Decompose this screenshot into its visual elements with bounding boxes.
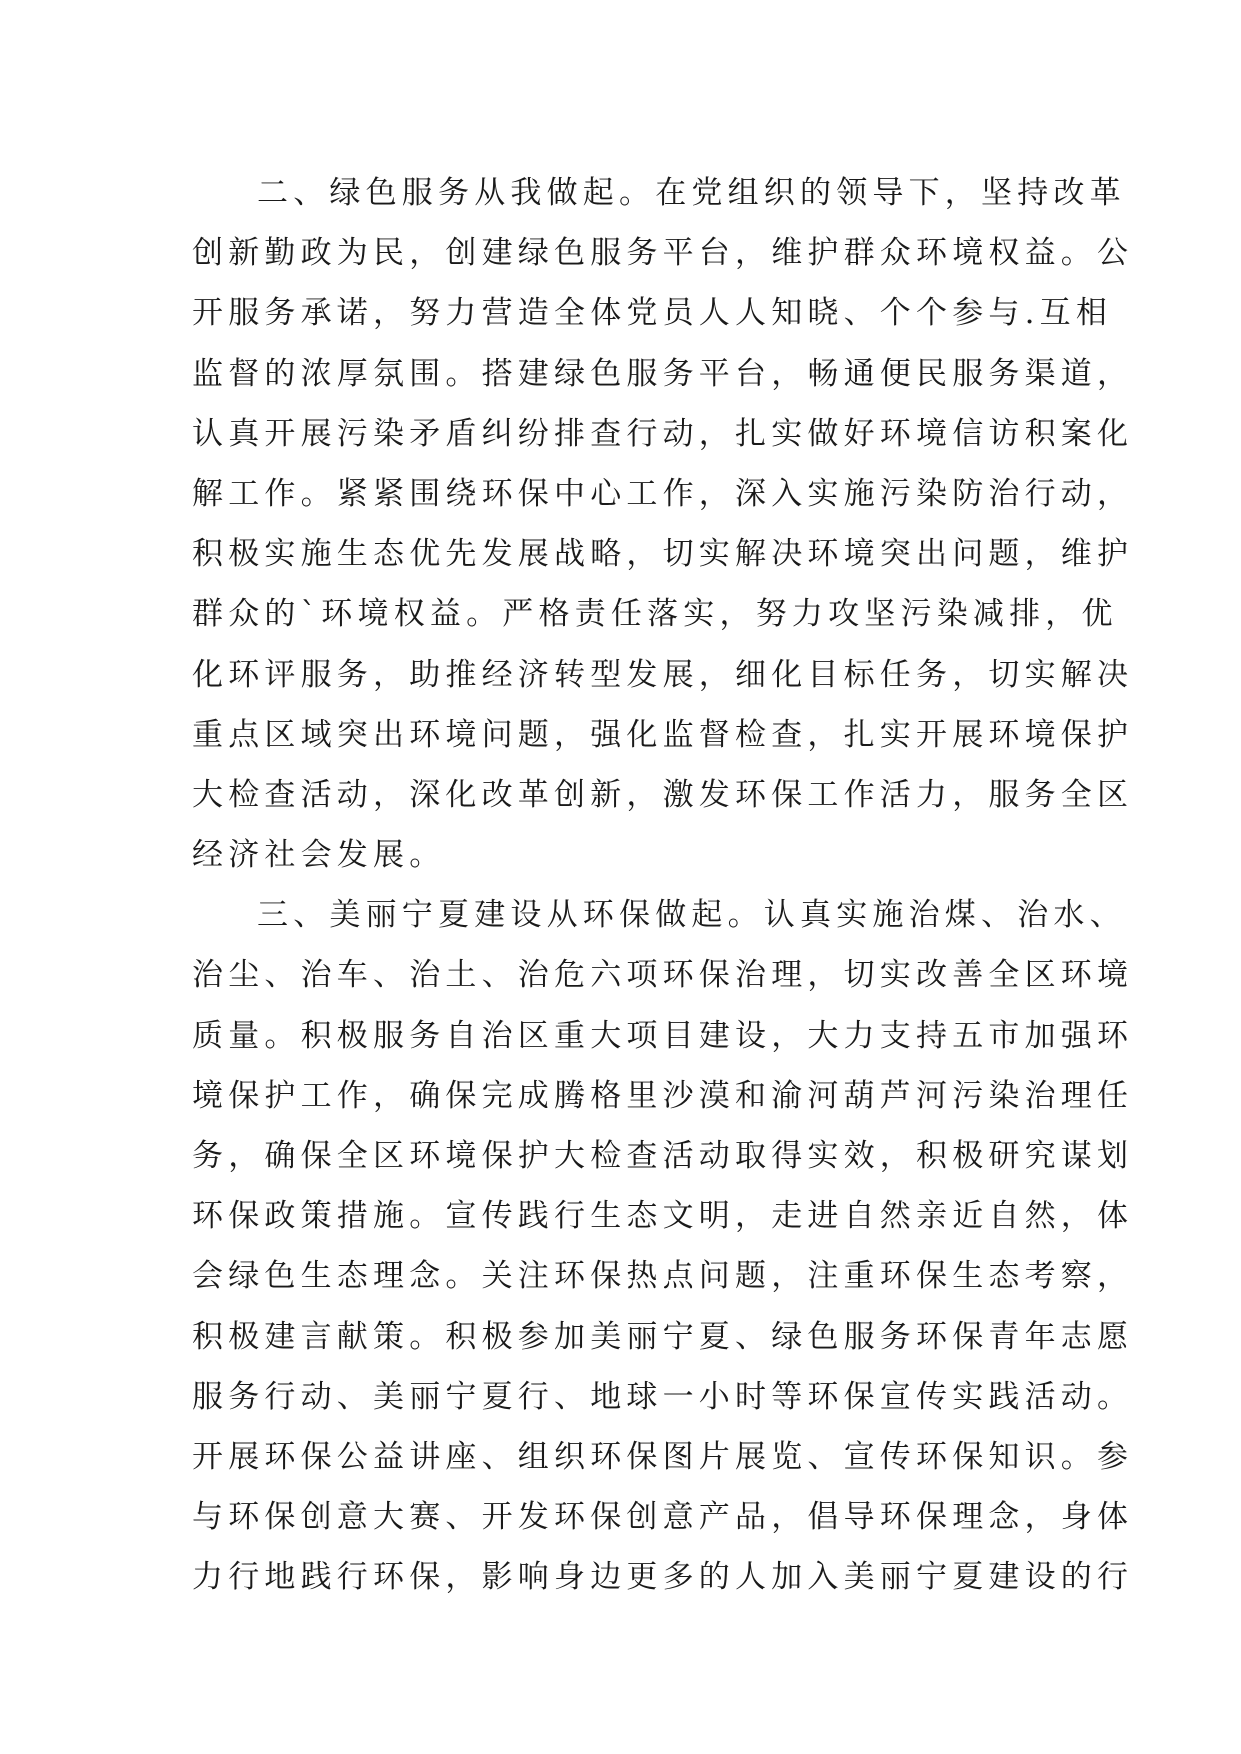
paragraph-line: 化环评服务，助推经济转型发展，细化目标任务，切实解决	[192, 656, 1134, 693]
paragraph-line: 质量。积极服务自治区重大项目建设，大力支持五市加强环	[192, 1017, 1134, 1054]
document-body	[192, 163, 1134, 1608]
paragraph-line: 大检查活动，深化改革创新，激发环保工作活力，服务全区	[192, 776, 1134, 813]
paragraph-line: 服务行动、美丽宁夏行、地球一小时等环保宣传实践活动。	[192, 1378, 1134, 1415]
paragraph-line: 积极实施生态优先发展战略，切实解决环境突出问题，维护	[192, 536, 1134, 573]
paragraph-line: 与环保创意大赛、开发环保创意产品，倡导环保理念，身体	[192, 1499, 1134, 1536]
paragraph-line: 积极建言献策。积极参加美丽宁夏、绿色服务环保青年志愿	[192, 1318, 1134, 1355]
paragraph-line: 经济社会发展。	[192, 837, 446, 874]
paragraph-line: 力行地践行环保，影响身边更多的人加入美丽宁夏建设的行	[192, 1559, 1134, 1596]
paragraph-line: 境保护工作，确保完成腾格里沙漠和渝河葫芦河污染治理任	[192, 1077, 1134, 1114]
paragraph-line: 群众的`环境权益。严格责任落实，努力攻坚污染减排，优	[192, 596, 1118, 633]
paragraph-line: 创新勤政为民，创建绿色服务平台，维护群众环境权益。公	[192, 235, 1134, 272]
paragraph-line: 监督的浓厚氛围。搭建绿色服务平台，畅通便民服务渠道，	[192, 355, 1134, 392]
paragraph-green-service	[192, 163, 1134, 885]
paragraph-line: 务，确保全区环境保护大检查活动取得实效，积极研究谋划	[192, 1138, 1134, 1174]
paragraph-line: 三、美丽宁夏建设从环保做起。认真实施治煤、治水、	[257, 897, 1126, 934]
paragraph-line: 开展环保公益讲座、组织环保图片展览、宣传环保知识。参	[192, 1438, 1134, 1475]
paragraph-line: 环保政策措施。宣传践行生态文明，走进自然亲近自然，体	[192, 1198, 1134, 1235]
paragraph-beautiful-ningxia	[192, 885, 1134, 1607]
paragraph-line: 会绿色生态理念。关注环保热点问题，注重环保生态考察，	[192, 1258, 1134, 1295]
paragraph-line: 二、绿色服务从我做起。在党组织的领导下，坚持改革	[257, 175, 1126, 211]
paragraph-line: 重点区域突出环境问题，强化监督检查，扎实开展环境保护	[192, 716, 1134, 753]
paragraph-line: 认真开展污染矛盾纠纷排查行动，扎实做好环境信访积案化	[192, 415, 1134, 452]
paragraph-line: 开服务承诺，努力营造全体党员人人知晓、个个参与.互相	[192, 295, 1113, 332]
paragraph-line: 治尘、治车、治土、治危六项环保治理，切实改善全区环境	[192, 957, 1134, 994]
paragraph-line: 解工作。紧紧围绕环保中心工作，深入实施污染防治行动，	[192, 475, 1134, 512]
